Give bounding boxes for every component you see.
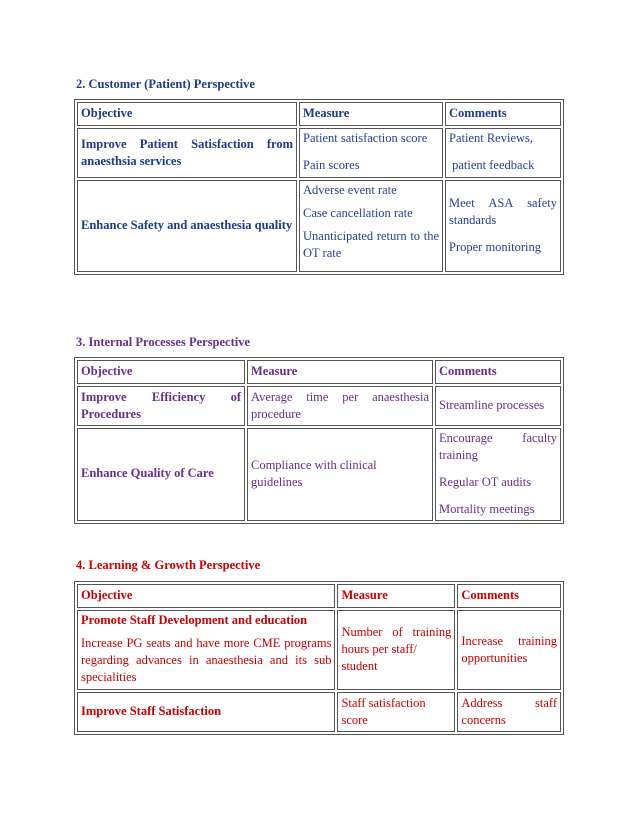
objective-line: Procedures	[81, 406, 141, 421]
table-row	[77, 610, 561, 690]
comments-cell	[457, 610, 561, 690]
header-measure: Measure	[337, 584, 455, 608]
customer-perspective-table	[74, 99, 564, 275]
objective-cell: Improve Staff Satisfaction	[77, 692, 335, 732]
measure-cell	[299, 128, 443, 178]
comments-cell	[445, 128, 561, 178]
measure-item: Unanticipated return to the	[303, 228, 439, 243]
learning-growth-table	[74, 581, 564, 735]
header-measure: Measure	[299, 102, 443, 126]
header-comments: Comments	[445, 102, 561, 126]
comment-item: Increase training	[461, 633, 557, 648]
header-objective: Objective	[77, 360, 245, 384]
comment-item: Address staff	[461, 695, 557, 710]
measure-item: Pain scores	[303, 157, 360, 172]
comment-item: Mortality meetings	[439, 501, 535, 516]
comments-cell	[435, 428, 561, 521]
header-comments: Comments	[435, 360, 561, 384]
objective-line: Improve Patient Satisfaction from	[81, 136, 293, 151]
header-objective: Objective	[77, 102, 297, 126]
measure-item: Patient satisfaction score	[303, 131, 428, 145]
comment-item: Patient Reviews,	[449, 131, 534, 145]
comment-item: standards	[449, 213, 497, 228]
section4-title: 4. Learning & Growth Perspective	[76, 558, 261, 572]
comment-item: Encourage faculty	[439, 431, 557, 445]
objective-desc-line: Increase PG seats and have more CME programs	[81, 635, 332, 650]
table-row	[77, 128, 561, 178]
objective-cell: Enhance Quality of Care	[77, 428, 245, 521]
objective-title: Promote Staff Development and education	[81, 613, 308, 627]
measure-item: Adverse event rate	[303, 183, 397, 197]
table-row	[77, 692, 561, 732]
section3-title: 3. Internal Processes Perspective	[76, 335, 251, 349]
comment-item: patient feedback	[449, 157, 535, 172]
section2-title: 2. Customer (Patient) Perspective	[76, 77, 255, 91]
table-header-row	[77, 360, 561, 384]
objective-cell	[77, 386, 245, 426]
table-row	[77, 428, 561, 521]
comment-item: Meet ASA safety	[449, 196, 557, 211]
objective-cell	[77, 610, 335, 690]
table-row	[77, 386, 561, 426]
measure-item: Case cancellation rate	[303, 205, 413, 220]
comment-item: concerns	[461, 712, 506, 727]
header-objective: Objective	[77, 584, 335, 608]
internal-processes-table	[74, 357, 564, 524]
objective-desc-line: specialities	[81, 669, 137, 684]
measure-cell	[299, 180, 443, 272]
comment-item: opportunities	[461, 650, 528, 665]
objective-line: Improve Efficiency of	[81, 389, 241, 404]
comment-item: Regular OT audits	[439, 474, 532, 489]
comments-cell	[445, 180, 561, 272]
table-header-row	[77, 584, 561, 608]
measure-cell	[247, 386, 433, 426]
measure-item: OT rate	[303, 245, 342, 260]
table-row	[77, 180, 561, 272]
objective-cell	[77, 128, 297, 178]
measure-item: procedure	[251, 406, 301, 421]
objective-cell: Enhance Safety and anaesthesia quality	[77, 180, 297, 272]
measure-cell	[337, 610, 455, 690]
measure-item: Average time per anaesthesia	[251, 389, 429, 404]
measure-item: Number of training	[341, 625, 452, 640]
comment-item: training	[439, 447, 478, 462]
comment-item: Proper monitoring	[449, 239, 542, 254]
objective-line: anaesthsia services	[81, 153, 182, 168]
table-header-row	[77, 102, 561, 126]
header-comments: Comments	[457, 584, 561, 608]
measure-item: hours per staff/ student	[341, 642, 417, 673]
measure-cell: Staff satisfaction score	[337, 692, 455, 732]
comments-cell: Streamline processes	[435, 386, 561, 426]
objective-desc-line: regarding advances in anaesthesia and its sub	[81, 652, 332, 667]
measure-cell: Compliance with clinical guidelines	[247, 428, 433, 521]
comments-cell	[457, 692, 561, 732]
header-measure: Measure	[247, 360, 433, 384]
